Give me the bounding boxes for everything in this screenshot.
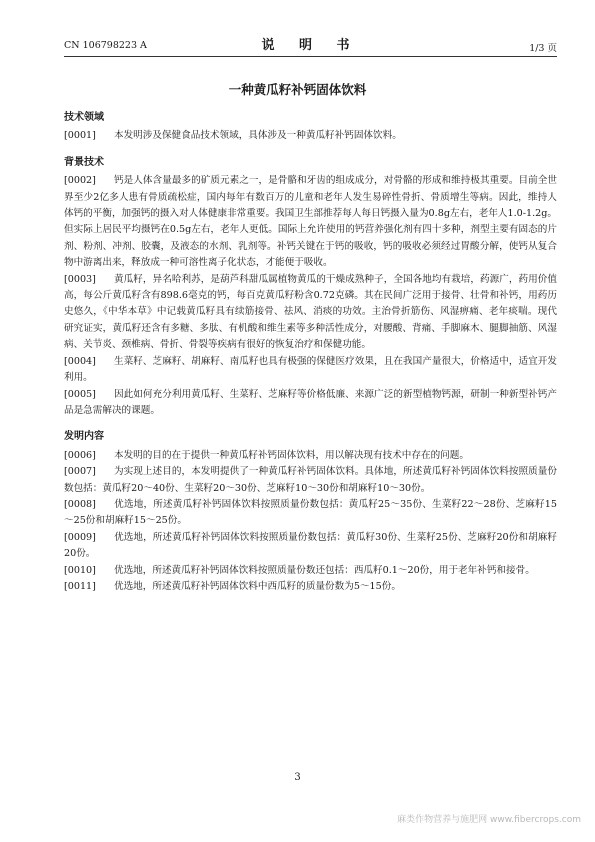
page-number: 3: [294, 772, 301, 783]
paragraph: [64, 128, 557, 144]
paragraph-number: [0011]: [64, 580, 96, 592]
paragraph: [64, 464, 557, 497]
paragraph: [64, 387, 557, 420]
paragraph-number: [0001]: [64, 130, 96, 142]
document-type: 说 明 书: [261, 38, 360, 53]
paragraph-number: [0005]: [64, 388, 96, 400]
paragraph-number: [0006]: [64, 449, 96, 461]
paragraph: [64, 448, 557, 464]
paragraph: [64, 497, 557, 530]
section-heading: 背景技术: [64, 156, 104, 168]
paragraph-text: 为实现上述目的，本发明提供了一种黄瓜籽补钙固体饮料。具体地，所述黄瓜籽补钙固体饮料按照质量份数包括：黄瓜籽20～40份、生菜籽20～30份、芝麻籽10～30份和胡麻籽10～30份。: [64, 466, 557, 494]
publication-number: CN 106798223 A: [64, 40, 147, 51]
paragraph-text: 本发明的目的在于提供一种黄瓜籽补钙固体饮料，用以解决现有技术中存在的问题。: [114, 449, 469, 461]
paragraph: [64, 530, 557, 563]
paragraph-text: 优选地，所述黄瓜籽补钙固体饮料按照质量份数还包括：西瓜籽0.1～20份，用于老年补钙和接骨。: [114, 564, 535, 576]
section-heading: 技术领域: [64, 112, 104, 123]
paragraph: [64, 563, 557, 579]
paragraph-text: 优选地，所述黄瓜籽补钙固体饮料按照质量份数包括：黄瓜籽30份、生菜籽25份、芝麻籽20份和胡麻籽20份。: [64, 531, 557, 560]
paragraph-text: 钙是人体含量最多的矿质元素之一，是骨骼和牙齿的组成成分，对骨骼的形成和维持极其重要。目前全世界至少2亿多人患有骨质疏松症，国内每年有数百万的儿童和老年人发生易碎性骨折、骨质增生等病。因此，维持人体钙的平衡，加强钙的摄入对人体健康非常重要。我国卫生部推荐每人每日钙摄入量为0.8g左右，老年人1.0-1.2g。但实际上居民平均摄钙在0.5g左右，老年人更低。国际上允许使用的钙营养强化剂有四十多种，剂型主要有固态的片剂、粉剂、冲剂、胶囊，及液态的水剂、乳剂等。补钙关键在于钙的吸收，钙的吸收必须经过胃酸分解，使钙从复合物中游离出来，释放成一种可溶性离子化状态，才能便于吸收。: [64, 175, 558, 269]
paragraph-number: [0003]: [64, 273, 96, 285]
document-title: 一种黄瓜籽补钙固体饮料: [228, 82, 367, 97]
paragraph-text: 因此如何充分利用黄瓜籽、生菜籽、芝麻籽等价格低廉、来源广泛的新型植物钙源，研制一种新型补钙产品是急需解决的课题。: [64, 388, 557, 416]
paragraph-number: [0004]: [64, 355, 96, 367]
paragraph: [64, 272, 557, 354]
paragraph: [64, 579, 557, 595]
paragraph-number: [0010]: [64, 564, 96, 576]
page-count: 1/3 页: [529, 43, 557, 54]
watermark: 麻类作物营养与施肥网 www.fibercrops.com: [397, 815, 581, 825]
paragraph-text: 优选地，所述黄瓜籽补钙固体饮料中西瓜籽的质量份数为5～15份。: [114, 580, 401, 592]
paragraph: [64, 354, 557, 387]
header-bar: [64, 34, 557, 52]
paragraph-text: 黄瓜籽，异名哈利苏，是葫芦科甜瓜属植物黄瓜的干燥成熟种子，全国各地均有栽培，药源广，药用价值高，每公斤黄瓜籽含有898.6毫克的钙，每百克黄瓜籽粉含0.72克磷。其在民间广泛用于接骨、壮骨和补钙，用药历史悠久，《中华本草》中记载黄瓜籽具有续筋接骨、祛风、消痰的功效。主治骨折筋伤、风湿痹痛、老年痰喘。现代研究证实，黄瓜籽还含有多糖、多肽、有机酸和维生素等多种活性成分，对腰酸、背痛、手脚麻木、腿脚抽筋、风湿病、关节炎、颈椎病、骨折、骨裂等疾病有很好的恢复治疗和保健功能。: [64, 273, 557, 351]
paragraph-number: [0007]: [64, 466, 96, 478]
paragraph-text: 本发明涉及保健食品技术领域，具体涉及一种黄瓜籽补钙固体饮料。: [114, 130, 402, 142]
paragraph-text: 优选地，所述黄瓜籽补钙固体饮料按照质量份数包括：黄瓜籽25～35份、生菜籽22～28份、芝麻籽15～25份和胡麻籽15～25份。: [64, 498, 557, 527]
paragraph-number: [0002]: [64, 175, 96, 187]
paragraph: [64, 173, 557, 271]
document-body: [64, 110, 557, 595]
paragraph-number: [0008]: [64, 498, 96, 510]
header-divider: [64, 56, 557, 57]
paragraph-number: [0009]: [64, 531, 96, 543]
paragraph-text: 生菜籽、芝麻籽、胡麻籽、南瓜籽也具有极强的保健医疗效果，且在我国产量很大，价格适中，适宜开发利用。: [64, 355, 557, 384]
section-heading: 发明内容: [64, 431, 104, 443]
